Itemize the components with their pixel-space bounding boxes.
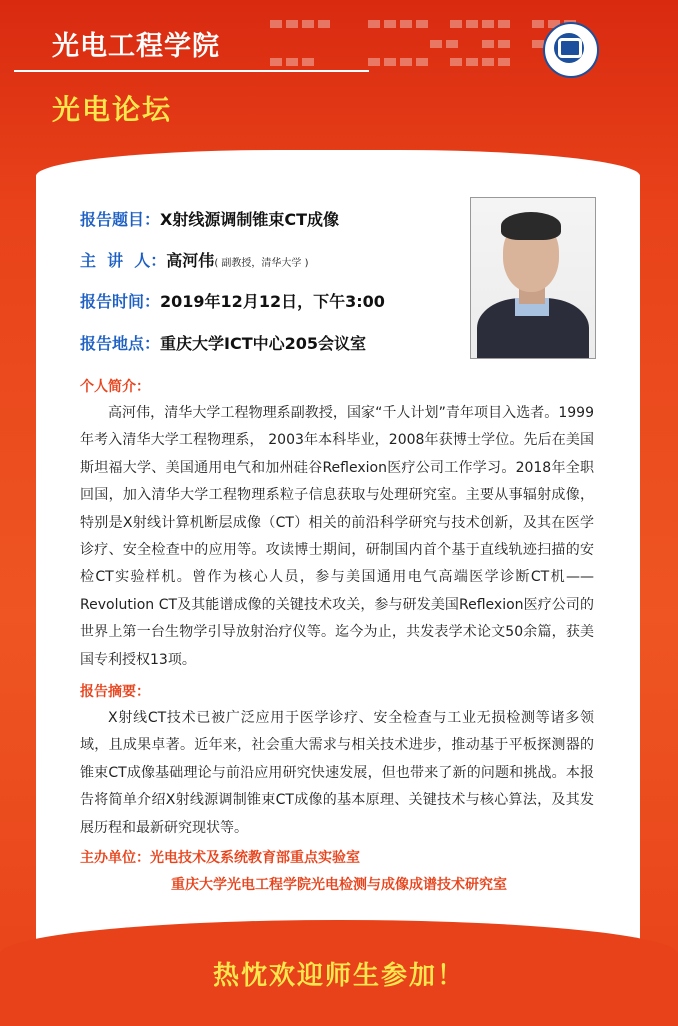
abstract-heading: 报告摘要： [80, 684, 150, 700]
deco-square [400, 20, 412, 28]
deco-square [498, 40, 510, 48]
talk-place: 重庆大学ICT中心205会议室 [160, 334, 367, 353]
deco-square [482, 58, 494, 66]
talk-time: 2019年12月12日，下午3:00 [160, 292, 385, 311]
university-seal-icon [543, 22, 599, 78]
institution-name: 光电工程学院 [52, 31, 220, 62]
time-row [80, 289, 385, 312]
forum-title: 光电论坛 [52, 93, 173, 126]
deco-square [416, 20, 428, 28]
talk-title: X射线源调制锥束CT成像 [160, 210, 340, 229]
deco-square [466, 58, 478, 66]
seal-glyph [558, 38, 582, 58]
organizer-secondary: 重庆大学光电工程学院光电检测与成像成谱技术研究室 [171, 877, 507, 893]
deco-square [384, 58, 396, 66]
bio-text: 高河伟，清华大学工程物理系副教授，国家“千人计划”青年项目入选者。1999年考入清华大学工程物理系， 2003年本科毕业，2008年获博士学位。先后在美国斯坦福大学、美国通用电气和加州硅谷Reflexion医疗公司工作学习。2018年全职回国，加入清华大学工程物理系粒子信息获取与处理研究室。主要从事辐射成像，特别是X射线计算机断层成像（CT）相关的前沿科学研究与技术创新，及其在医学诊疗、安全检查中的应用等。攻读博士期间，研制国内首个基于直线轨迹扫描的安检CT实验样机。曾作为核心人员，参与美国通用电气高端医学诊断CT机——Revolution CT及其能谱成像的关键技术攻关，参与研发美国Reflexion医疗公司的世界上第一台生物学引导放射治疗仪等。迄今为止，共发表学术论文50余篇，获美国专利授权13项。 [80, 405, 594, 668]
deco-square [384, 20, 396, 28]
deco-square [302, 20, 314, 28]
deco-square [286, 58, 298, 66]
time-label: 报告时间： [80, 292, 161, 311]
place-label: 报告地点： [80, 334, 161, 353]
deco-square [318, 20, 330, 28]
deco-square [482, 20, 494, 28]
speaker-label: 主 讲 人： [80, 251, 167, 270]
deco-square [368, 20, 380, 28]
deco-square [368, 58, 380, 66]
deco-square [466, 20, 478, 28]
portrait-hair [501, 212, 561, 240]
bio-heading: 个人简介： [80, 379, 150, 395]
deco-square [498, 20, 510, 28]
header-divider [14, 70, 369, 72]
organizer-primary: 光电技术及系统教育部重点实验室 [150, 850, 360, 866]
deco-square [446, 40, 458, 48]
talk-title-label: 报告题目： [80, 210, 161, 229]
place-row [80, 331, 366, 354]
deco-square [270, 58, 282, 66]
deco-square [302, 58, 314, 66]
talk-title-row [80, 207, 339, 230]
deco-square [430, 40, 442, 48]
speaker-affiliation: ( 副教授，清华大学 ) [214, 258, 309, 269]
deco-square [450, 58, 462, 66]
speaker-portrait [470, 197, 596, 359]
welcome-message: 热忱欢迎师生参加！ [212, 961, 465, 991]
deco-square [286, 20, 298, 28]
organizer-row [80, 847, 360, 867]
deco-square [270, 20, 282, 28]
organizer-label: 主办单位： [80, 850, 150, 866]
deco-square [416, 58, 428, 66]
deco-square [482, 40, 494, 48]
deco-square [532, 20, 544, 28]
deco-square [498, 58, 510, 66]
speaker-row [80, 248, 308, 271]
speaker-name: 高河伟 [166, 251, 215, 270]
deco-square [450, 20, 462, 28]
abstract-text: X射线CT技术已被广泛应用于医学诊疗、安全检查与工业无损检测等诸多领域，且成果卓著。近年来，社会重大需求与相关技术进步，推动基于平板探测器的锥束CT成像基础理论与前沿应用研究快速发展，但也带来了新的问题和挑战。本报告将简单介绍X射线源调制锥束CT成像的基本原理、关键技术与核心算法，及其发展历程和最新研究现状等。 [80, 710, 594, 836]
deco-square [400, 58, 412, 66]
